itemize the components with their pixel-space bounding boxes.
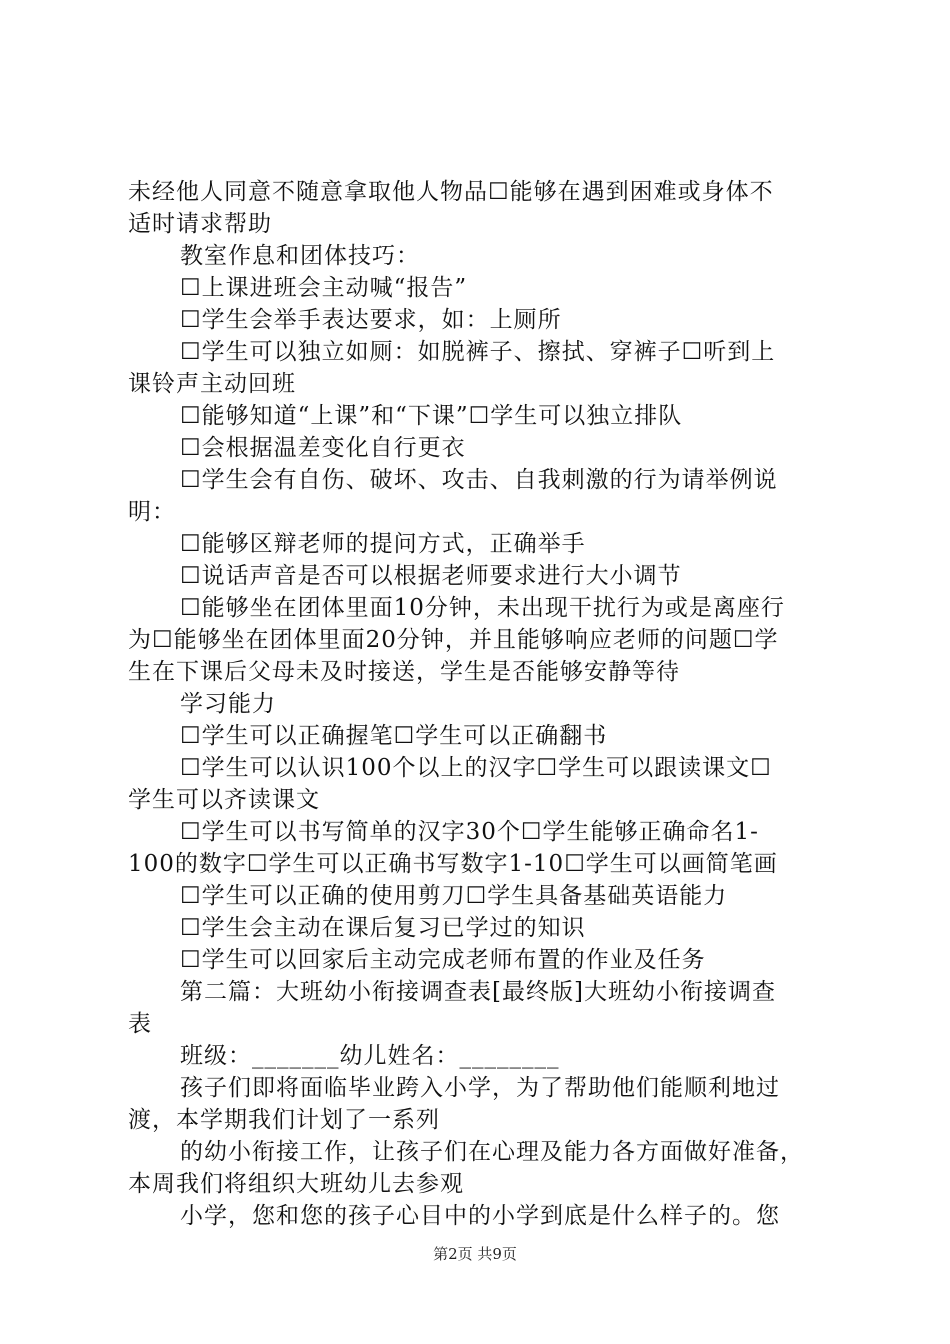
paragraph-line: 的幼小衔接工作，让孩子们在心理及能力各方面做好准备， [180,1139,804,1165]
checklist-item: ☐学生可以回家后主动完成老师布置的作业及任务 [180,947,706,973]
document-body [128,176,828,1232]
text-line: 100的数字☐学生可以正确书写数字1-10☐学生可以画简笔画 [128,851,778,877]
checklist-item: ☐学生可以认识100个以上的汉字☐学生可以跟读课文☐ [180,755,772,781]
text-line: 渡，本学期我们计划了一系列 [128,1107,440,1133]
text-line: 适时请求帮助 [128,211,272,237]
checklist-item: ☐学生会主动在课后复习已学过的知识 [180,915,586,941]
checklist-item: ☐上课进班会主动喊“报告” [180,275,468,301]
paragraph-line: 小学，您和您的孩子心目中的小学到底是什么样子的。您 [180,1203,780,1229]
text-line: 生在下课后父母未及时接送，学生是否能够安静等待 [128,659,680,685]
checklist-item: ☐能够区辩老师的提问方式，正确举手 [180,531,586,557]
text-line: 课铃声主动回班 [128,371,296,397]
checklist-item: ☐说话声音是否可以根据老师要求进行大小调节 [180,563,682,589]
paragraph-line: 孩子们即将面临毕业跨入小学，为了帮助他们能顺利地过 [180,1075,780,1101]
chapter-title: 第二篇：大班幼小衔接调查表[最终版]大班幼小衔接调查 [180,979,776,1005]
text-line: 未经他人同意不随意拿取他人物品☐能够在遇到困难或身体不 [128,179,774,205]
text-line: 为☐能够坐在团体里面20分钟，并且能够响应老师的问题☐学 [128,627,779,653]
text-line: 本周我们将组织大班幼儿去参观 [128,1171,464,1197]
checklist-item: ☐会根据温差变化自行更衣 [180,435,466,461]
checklist-item: ☐能够知道“上课”和“下课”☐学生可以独立排队 [180,403,683,429]
text-line: 明： [128,499,176,525]
section-heading: 教室作息和团体技巧： [180,243,420,269]
checklist-item: ☐学生会有自伤、破坏、攻击、自我刺激的行为请举例说 [180,467,778,493]
checklist-item: ☐学生可以正确握笔☐学生可以正确翻书 [180,723,608,749]
checklist-item: ☐学生可以正确的使用剪刀☐学生具备基础英语能力 [180,883,728,909]
text-line: 表 [128,1011,152,1037]
form-field-line: 班级：_______幼儿姓名：________ [180,1043,560,1069]
text-line: 学生可以齐读课文 [128,787,320,813]
checklist-item: ☐学生可以独立如厕：如脱裤子、擦拭、穿裤子☐听到上 [180,339,776,365]
checklist-item: ☐能够坐在团体里面10分钟，未出现干扰行为或是离座行 [180,595,785,621]
checklist-item: ☐学生会举手表达要求，如：上厕所 [180,307,562,333]
page-number-footer: 第2页 共9页 [433,1245,517,1263]
checklist-item: ☐学生可以书写简单的汉字30个☐学生能够正确命名1- [180,819,759,845]
section-heading: 学习能力 [180,691,276,717]
